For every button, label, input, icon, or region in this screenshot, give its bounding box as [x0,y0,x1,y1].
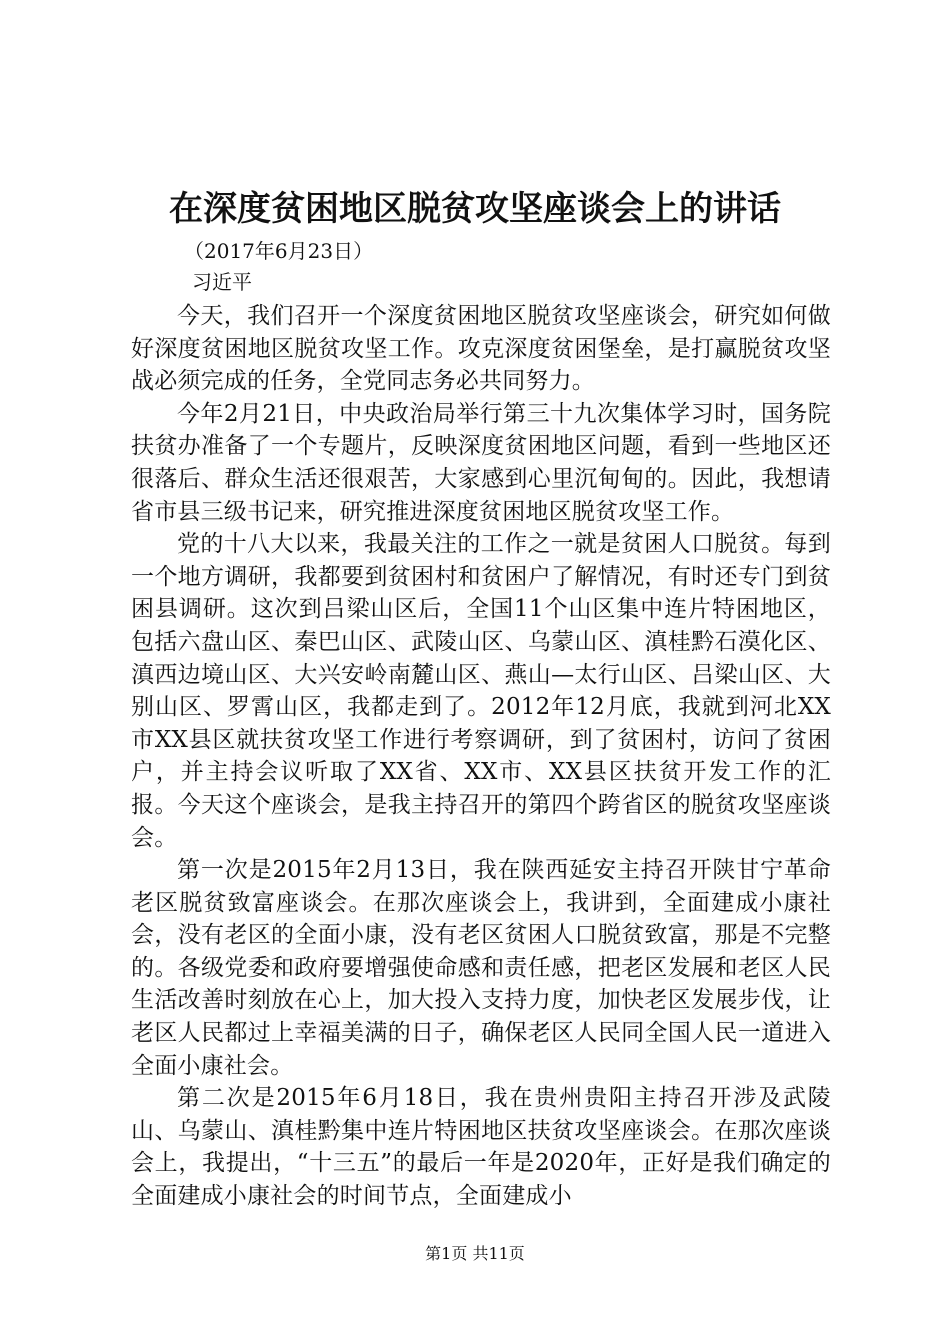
paragraph: 今年2月21日，中央政治局举行第三十九次集体学习时，国务院扶贫办准备了一个专题片，反映深度贫困地区问题，看到一些地区还很落后、群众生活还很艰苦，大家感到心里沉甸甸的。因此，我想请省市县三级书记来，研究推进深度贫困地区脱贫攻坚工作。 [131,400,831,525]
paragraph: 第一次是2015年2月13日，我在陕西延安主持召开陕甘宁革命老区脱贫致富座谈会。在那次座谈会上，我讲到，全面建成小康社会，没有老区的全面小康，没有老区贫困人口脱贫致富，那是不完整的。各级党委和政府要增强使命感和责任感，把老区发展和老区人民生活改善时刻放在心上，加大投入支持力度，加快老区发展步伐，让老区人民都过上幸福美满的日子，确保老区人民同全国人民一道进入全面小康社会。 [131,857,831,1079]
paragraph: 今天，我们召开一个深度贫困地区脱贫攻坚座谈会，研究如何做好深度贫困地区脱贫攻坚工作。攻克深度贫困堡垒，是打赢脱贫攻坚战必须完成的任务，全党同志务必共同努力。 [131,303,831,395]
document-author: 习近平 [192,270,252,294]
document-title: 在深度贫困地区脱贫攻坚座谈会上的讲话 [169,189,781,229]
page-footer: 第1页 共11页 [425,1244,525,1263]
paragraph: 第二次是2015年6月18日，我在贵州贵阳主持召开涉及武陵山、乌蒙山、滇桂黔集中连片特困地区扶贫攻坚座谈会。在那次座谈会上，我提出，“十三五”的最后一年是2020年，正好是我们确定的全面建成小康社会的时间节点，全面建成小 [131,1085,831,1210]
document-date: （2017年6月23日） [184,239,374,263]
document-body [131,300,831,1213]
paragraph: 党的十八大以来，我最关注的工作之一就是贫困人口脱贫。每到一个地方调研，我都要到贫困村和贫困户了解情况，有时还专门到贫困县调研。这次到吕梁山区后，全国11个山区集中连片特困地区，包括六盘山区、秦巴山区、武陵山区、乌蒙山区、滇桂黔石漠化区、滇西边境山区、大兴安岭南麓山区、燕山—太行山区、吕梁山区、大别山区、罗霄山区，我都走到了。2012年12月底，我就到河北XX市XX县区就扶贫攻坚工作进行考察调研，到了贫困村，访问了贫困户，并主持会议听取了XX省、XX市、XX县区扶贫开发工作的汇报。今天这个座谈会，是我主持召开的第四个跨省区的脱贫攻坚座谈会。 [131,531,831,851]
